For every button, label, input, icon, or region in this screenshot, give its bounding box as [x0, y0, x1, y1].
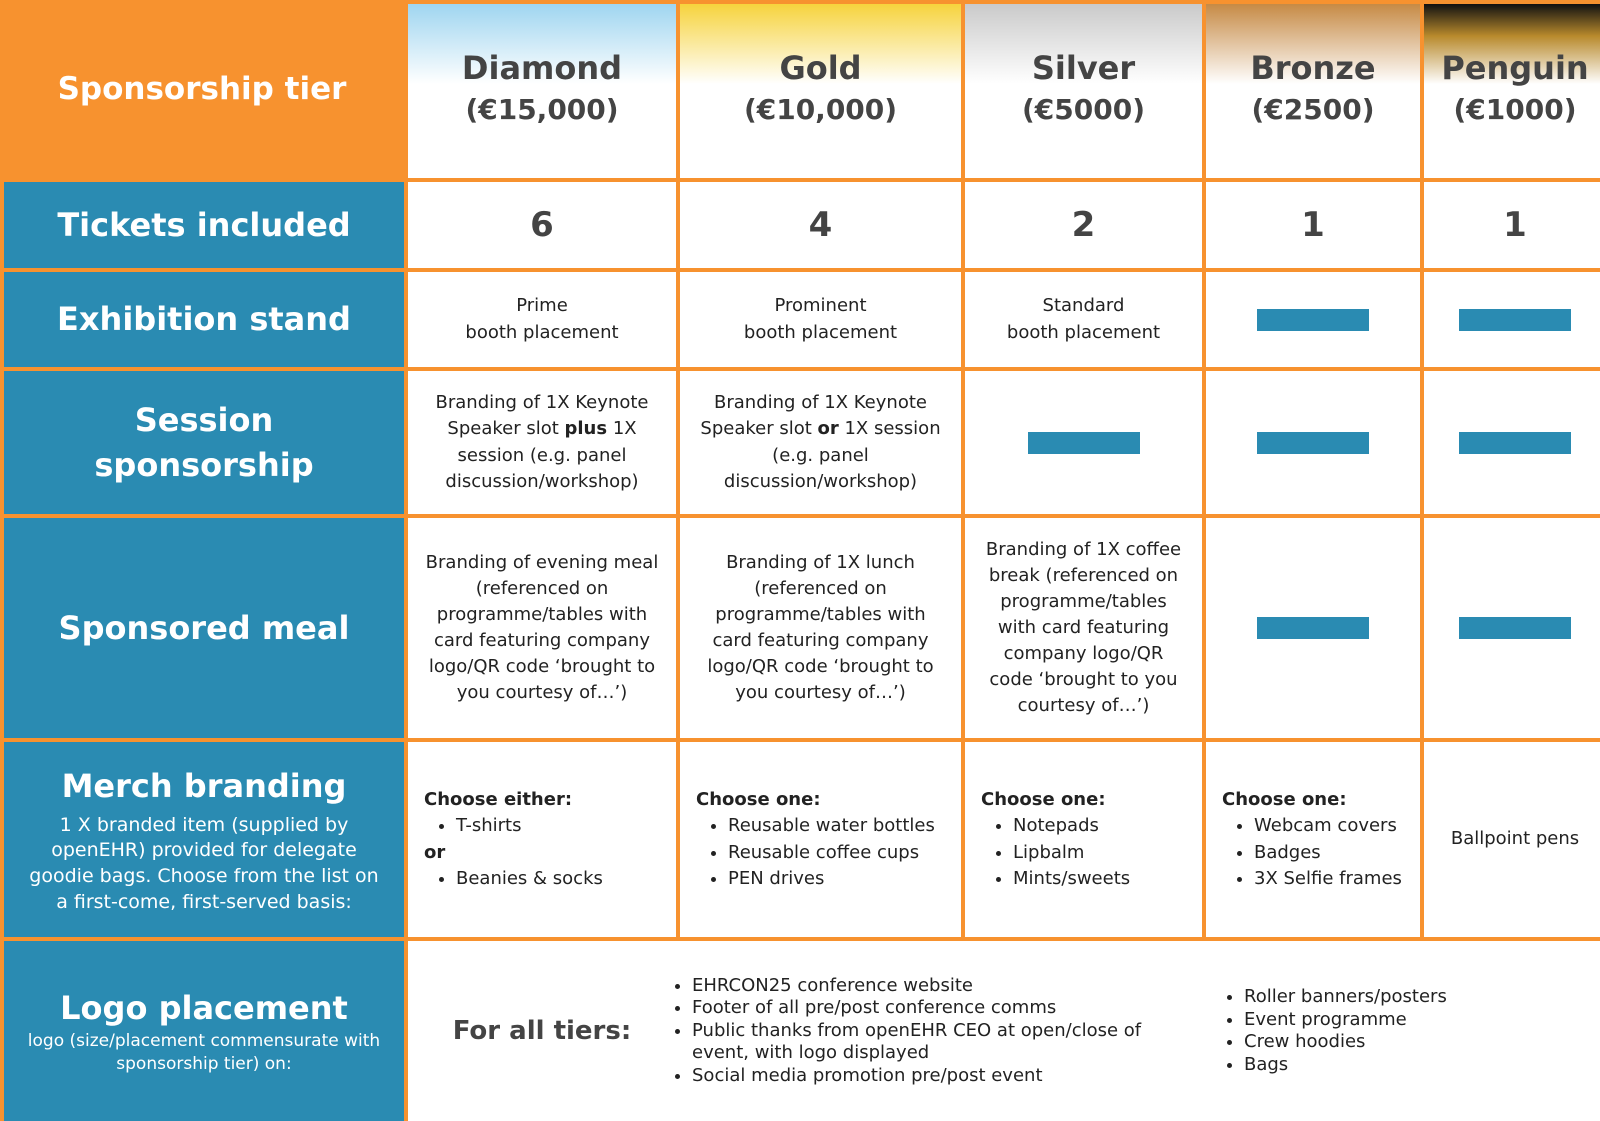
row-header-merch [4, 742, 404, 937]
row-title: sponsorship [94, 445, 314, 484]
tickets-diamond: 6 [408, 182, 676, 268]
merch-label: Choose one: [981, 789, 1106, 811]
text-line: break (referenced on [988, 564, 1179, 586]
merch-label: Choose one: [696, 789, 821, 811]
text-line: code ‘brought to you [989, 669, 1178, 691]
meal-penguin [1424, 518, 1600, 738]
merch-label: Choose either: [424, 789, 573, 811]
text-line: Branding of 1X coffee [985, 538, 1182, 560]
merch-list [424, 866, 603, 892]
tier-name: Penguin [1441, 49, 1589, 87]
list-item: • Roller banners/posters [1244, 986, 1447, 1009]
tier-header-diamond [408, 4, 676, 178]
text-line: goodie bags. Choose from the list on [29, 864, 379, 887]
tickets-bronze: 1 [1206, 182, 1420, 268]
meal-diamond [408, 518, 676, 738]
merch-diamond [408, 742, 676, 937]
row-title: Sponsored meal [58, 608, 350, 647]
text-line: you courtesy of…’) [735, 682, 906, 704]
text-line: Prime [516, 295, 568, 317]
merch-silver [965, 742, 1202, 937]
not-included-dash [1459, 432, 1571, 454]
text-line: booth placement [465, 321, 619, 343]
text-span: 1X [607, 418, 637, 440]
not-included-dash [1257, 617, 1369, 639]
list-item: • Beanies & socks [456, 866, 603, 892]
text-line: logo/QR code ‘brought to [707, 656, 934, 678]
list-item: • EHRCON25 conference website [692, 975, 1192, 998]
session-silver [965, 371, 1202, 514]
text-line: (referenced on [475, 577, 609, 599]
text-span: 1X session [838, 418, 941, 440]
merch-or: or [424, 841, 446, 863]
text-line: Branding of 1X Keynote [435, 392, 649, 414]
tier-price: (€1000) [1453, 92, 1577, 126]
tier-header-bronze [1206, 4, 1420, 178]
text-line: you courtesy of…’) [456, 682, 628, 704]
text-line: company logo/QR [1003, 643, 1164, 665]
row-title: Tickets included [57, 205, 351, 244]
tier-name: Gold [779, 49, 862, 87]
list-item: • Social media promotion pre/post event [692, 1065, 1192, 1088]
logo-list-secondary [1220, 986, 1447, 1076]
row-title: Logo placement [60, 988, 348, 1027]
text-line: discussion/workshop) [445, 470, 639, 492]
row-subtitle [18, 1030, 390, 1076]
text-line: booth placement [1006, 321, 1161, 343]
list-item: • Lipbalm [1013, 840, 1130, 866]
exhibition-diamond [408, 272, 676, 367]
text-span: Speaker slot [700, 418, 818, 440]
row-header-session [4, 371, 404, 514]
text-line: session (e.g. panel [457, 444, 627, 466]
not-included-dash [1257, 309, 1369, 331]
text-line: Branding of 1X lunch [726, 551, 915, 573]
text-line: Prominent [774, 295, 867, 317]
tier-name: Diamond [461, 49, 623, 87]
merch-list [1222, 813, 1402, 891]
tier-price: (€10,000) [743, 92, 898, 126]
logo-list-primary [668, 975, 1192, 1088]
corner-label: Sponsorship tier [57, 71, 347, 107]
text-line: (e.g. panel [772, 444, 869, 466]
list-item: • Event programme [1244, 1009, 1447, 1032]
emphasis: or [817, 418, 839, 440]
list-item: • Notepads [1013, 813, 1130, 839]
list-item: • Webcam covers [1254, 813, 1402, 839]
row-title: Exhibition stand [57, 300, 351, 339]
text-line: Branding of evening meal [425, 551, 659, 573]
text-line: Ballpoint pens [1450, 828, 1580, 850]
tickets-gold: 4 [680, 182, 961, 268]
list-item: • Reusable water bottles [728, 813, 935, 839]
merch-list [981, 813, 1130, 891]
list-item: • 3X Selfie frames [1254, 866, 1402, 892]
merch-list [696, 813, 935, 891]
text-line: programme/tables with [715, 603, 926, 625]
row-title: Session [134, 400, 274, 439]
text-line: discussion/workshop) [723, 470, 918, 492]
text-line: Branding of 1X Keynote [714, 392, 927, 414]
exhibition-silver [965, 272, 1202, 367]
row-header-exhibition [4, 272, 404, 367]
exhibition-bronze [1206, 272, 1420, 367]
session-bronze [1206, 371, 1420, 514]
merch-list [424, 813, 521, 839]
text-line: card featuring company [434, 630, 650, 651]
tier-price: (€5000) [1021, 92, 1145, 126]
tier-header-silver [965, 4, 1202, 178]
list-item: • Mints/sweets [1013, 866, 1130, 892]
merch-penguin [1424, 742, 1600, 937]
merch-gold [680, 742, 961, 937]
exhibition-penguin [1424, 272, 1600, 367]
text-line: (referenced on [754, 577, 887, 599]
list-item: • Bags [1244, 1054, 1447, 1077]
merch-label: Choose one: [1222, 789, 1347, 811]
merch-bronze [1206, 742, 1420, 937]
tier-price: (€2500) [1251, 92, 1375, 126]
tier-name: Silver [1031, 49, 1136, 87]
row-subtitle [19, 813, 388, 916]
row-title: Merch branding [61, 766, 347, 805]
exhibition-gold [680, 272, 961, 367]
text-line: logo (size/placement commensurate with [27, 1031, 381, 1052]
text-line: courtesy of…’) [1017, 695, 1150, 717]
logo-placement-all-tiers [408, 941, 1600, 1121]
text-line [447, 416, 636, 442]
row-header-tickets [4, 182, 404, 268]
text-span: Speaker slot [447, 418, 565, 440]
text-line: programme/tables [1000, 590, 1167, 612]
list-item: • T-shirts [456, 813, 521, 839]
text-line: logo/QR code ‘brought to [428, 656, 656, 678]
text-line: a first-come, first-served basis: [56, 890, 352, 913]
text-line: 1 X branded item (supplied by [59, 813, 349, 836]
not-included-dash [1257, 432, 1369, 454]
tier-price: (€15,000) [465, 92, 619, 126]
not-included-dash [1459, 309, 1571, 331]
list-item: • Public thanks from openEHR CEO at open/close of event, with logo displayed [692, 1020, 1192, 1065]
list-item: • PEN drives [728, 866, 935, 892]
emphasis: plus [564, 418, 608, 440]
not-included-dash [1459, 617, 1571, 639]
row-header-logo [4, 941, 404, 1121]
for-all-tiers-label: For all tiers: [452, 1016, 632, 1046]
meal-gold [680, 518, 961, 738]
list-item: • Reusable coffee cups [728, 840, 935, 866]
tier-header-gold [680, 4, 961, 178]
list-item: • Footer of all pre/post conference comms [692, 997, 1192, 1020]
meal-silver [965, 518, 1202, 738]
tier-name: Bronze [1250, 49, 1376, 87]
text-line: openEHR) provided for delegate [51, 839, 357, 862]
tickets-silver: 2 [965, 182, 1202, 268]
row-header-meal [4, 518, 404, 738]
text-line: programme/tables with [436, 603, 648, 625]
text-line: booth placement [743, 321, 898, 343]
meal-bronze [1206, 518, 1420, 738]
tier-header-penguin [1424, 4, 1600, 178]
session-gold [680, 371, 961, 514]
tickets-penguin: 1 [1424, 182, 1600, 268]
text-line: with card featuring [997, 616, 1170, 638]
list-item: • Crew hoodies [1244, 1031, 1447, 1054]
text-line: card featuring company [712, 630, 929, 651]
not-included-dash [1028, 432, 1140, 454]
session-penguin [1424, 371, 1600, 514]
text-line: sponsorship tier) on: [116, 1054, 292, 1075]
list-item: • Badges [1254, 840, 1402, 866]
text-line: Standard [1042, 295, 1125, 317]
session-diamond [408, 371, 676, 514]
text-line [700, 416, 940, 442]
corner-header [0, 0, 404, 178]
